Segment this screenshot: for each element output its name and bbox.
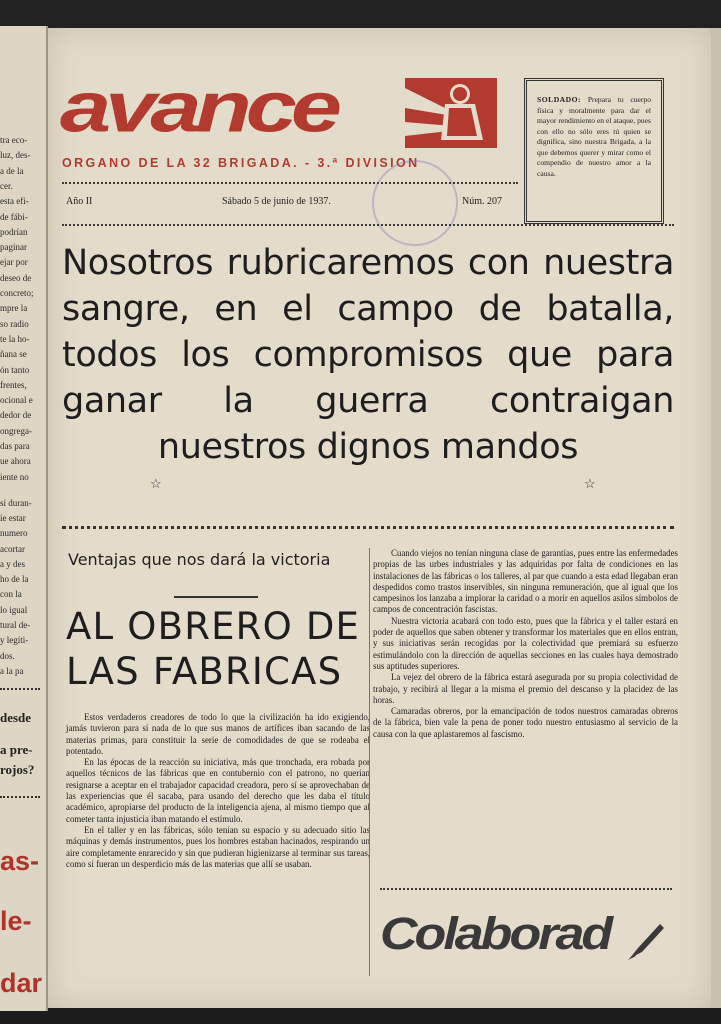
top-edge bbox=[0, 0, 721, 28]
organ-subtitle: ORGANO DE LA 32 BRIGADA. - 3.ª DIVISION bbox=[62, 156, 420, 170]
left-page-text: podrían bbox=[0, 226, 28, 237]
article-paragraph: Estos verdaderos creadores de todo lo que la civilización ha ido exigiendo, jamás tuvieron para sí nada de lo que sus manos de artífices iban sacando de las materias primas, para constituir la serie de comodidades de que se rodeaba el potentado. bbox=[66, 712, 370, 756]
article-kicker: Ventajas que nos dará la victoria bbox=[68, 550, 331, 569]
pen-icon bbox=[624, 918, 668, 962]
headline-rule-top bbox=[62, 224, 674, 226]
issue-number: Núm. 207 bbox=[462, 196, 502, 207]
left-page-text: luz, des- bbox=[0, 150, 31, 161]
article-paragraph: En el taller y en las fábricas, sólo tenían su espacio y su adecuado sitio las máquinas y demás instrumentos, pues los hombres estaban hacinados, respirando un aire completamente enrarecido y sin que pudieran higienizarse al terminar sus tareas, como si fueran un desperdicio más de las materias que allí se usaban. bbox=[66, 824, 370, 869]
article-title-line: AL OBRERO DE bbox=[66, 605, 361, 648]
left-page-text: paginar bbox=[0, 242, 27, 253]
left-page-rule bbox=[0, 688, 40, 690]
page-spine bbox=[711, 28, 721, 1008]
headline-rule-bottom bbox=[62, 526, 674, 529]
left-page-text: ho de la bbox=[0, 574, 29, 585]
article-paragraph: Cuando viejos no tenían ninguna clase de garantías, pues entre las enfermedades propias de las urbes industriales y las adquiridas por falta de condiciones en las instalaciones de las fábricas o los talleres, al par que cuando a esta edad llegaban eran despedidos como trastos inservibles, sin ninguna remuneración, que al igual que los campesinos los lanzaba a implorar la caridad o a morir en aquellos asilos símbolos de campos de concentración fascistas. bbox=[373, 548, 678, 615]
left-page-headline: dar bbox=[0, 968, 43, 998]
masthead-logo: avance bbox=[60, 67, 337, 147]
article-column-left bbox=[66, 712, 370, 870]
library-stamp bbox=[372, 160, 458, 246]
left-page-text: acortar bbox=[0, 543, 25, 554]
left-page-text: concreto; bbox=[0, 288, 34, 298]
left-page-text: te la ho- bbox=[0, 333, 30, 344]
main-headline: Nosotros rubricaremos con nuestra sangre, en el campo de batalla, todos los compromisos que para ganar la guerra contraigan nuestros dignos mandos bbox=[62, 243, 674, 467]
left-page-text: lo igual bbox=[0, 604, 28, 615]
left-page-rule bbox=[0, 796, 40, 798]
left-page-text: cer. bbox=[0, 180, 13, 191]
left-page-text: rojos? bbox=[0, 762, 35, 777]
left-page-text: a la pa bbox=[0, 665, 24, 676]
left-page-text: frentes, bbox=[0, 379, 27, 390]
issue-year: Año II bbox=[66, 196, 93, 207]
star-icon: ☆ bbox=[150, 476, 162, 491]
left-page-text: ñana se bbox=[0, 349, 27, 360]
left-page-text: sí duran- bbox=[0, 497, 32, 508]
left-page-headline: as- bbox=[0, 846, 40, 876]
left-page-text: mpre la bbox=[0, 303, 28, 314]
previous-page-edge bbox=[0, 26, 48, 1011]
left-page-text: a pre- bbox=[0, 742, 33, 757]
article-paragraph: Nuestra victoria acabará con todo esto, pues que la fábrica y el taller estará en poder de aquellos que saben obtener y transformar los materiales que en ellos entran, y sus iniciativas serán recogidas por la colectividad que premiará su esfuerzo estimulándolo con la dirección de aquellas secciones en las cuales haya demostrado sus aptitudes superiores. bbox=[373, 615, 678, 671]
left-page-text: dos. bbox=[0, 650, 15, 661]
soldier-box-text: Prepara tu cuerpo física y moralmente para dar el mayor rendimiento en el ataque, pues con ello no sólo eres tú quien se dignifica, sino nuestra Brigada, a la que debemos querer y mirar como el compendio de nuestro amor a la causa. bbox=[537, 95, 651, 178]
kicker-rule bbox=[174, 596, 258, 598]
left-page-text: ejar por bbox=[0, 257, 28, 268]
left-page-text: dedor de bbox=[0, 410, 32, 421]
left-page-text: ocional e bbox=[0, 395, 33, 406]
left-page-text: a de la bbox=[0, 165, 24, 176]
article-paragraph: La vejez del obrero de la fábrica estará asegurada por su propia colectividad de trabajo, y recibirá al llegar a la misma el premio del descanso y la placidez de las horas. bbox=[373, 672, 678, 705]
left-page-text: ue ahora bbox=[0, 456, 31, 467]
left-page-text: esta efi- bbox=[0, 196, 29, 207]
left-page-text: iente no bbox=[0, 471, 29, 482]
left-page-text: de fábi- bbox=[0, 211, 28, 222]
colabora-banner: Colaborad bbox=[380, 908, 611, 960]
left-page-text: numero bbox=[0, 528, 28, 539]
article-title bbox=[66, 604, 372, 694]
left-page-text: y legíti- bbox=[0, 635, 29, 646]
issue-date: Sábado 5 de junio de 1937. bbox=[222, 196, 331, 207]
left-page-text: tural de- bbox=[0, 620, 31, 630]
article-paragraph: En las épocas de la reacción su iniciativa, más que tronchada, era robada por aquellos técnicos de las fábricas que en contubernio con el patrono, no querían resignarse a aceptar en el trabajador capacidad creadora, pero sí se aprovechaban de las experiencias que él sacaba, para usando del derecho que les daba el título académico, apropiarse del producto de la inteligencia ajena, al mismo tiempo que al cometer tanta injusticia iban matando el estímulo. bbox=[66, 757, 370, 824]
left-page-text: ie estar bbox=[0, 512, 26, 523]
soldier-box-label: SOLDADO: bbox=[537, 95, 582, 104]
left-page-text: ongrega- bbox=[0, 425, 32, 436]
article-title-line: LAS FABRICAS bbox=[66, 650, 343, 693]
left-page-text: das para bbox=[0, 441, 30, 451]
soldier-figure-icon bbox=[405, 78, 497, 148]
left-page-text: so radio bbox=[0, 318, 29, 329]
left-page-headline: le- bbox=[0, 906, 32, 936]
left-page-text: desde bbox=[0, 710, 32, 725]
left-page-text: con la bbox=[0, 589, 22, 600]
left-page-text: deseo de bbox=[0, 272, 32, 283]
left-page-text: ón tanto bbox=[0, 364, 30, 375]
left-page-text: a y des bbox=[0, 558, 25, 569]
banner-rule bbox=[380, 888, 672, 890]
soldier-box bbox=[524, 78, 664, 224]
star-icon: ☆ bbox=[584, 476, 596, 491]
left-page-text: tra eco- bbox=[0, 135, 28, 145]
article-paragraph: Camaradas obreros, por la emancipación de todos nuestros camaradas obreros de la fábrica, bien vale la pena de poner todo nuestro entusiasmo al servicio de la causa con la que aplastaremos al fascismo. bbox=[373, 706, 678, 739]
article-column-right bbox=[373, 548, 678, 740]
column-divider bbox=[369, 548, 370, 976]
